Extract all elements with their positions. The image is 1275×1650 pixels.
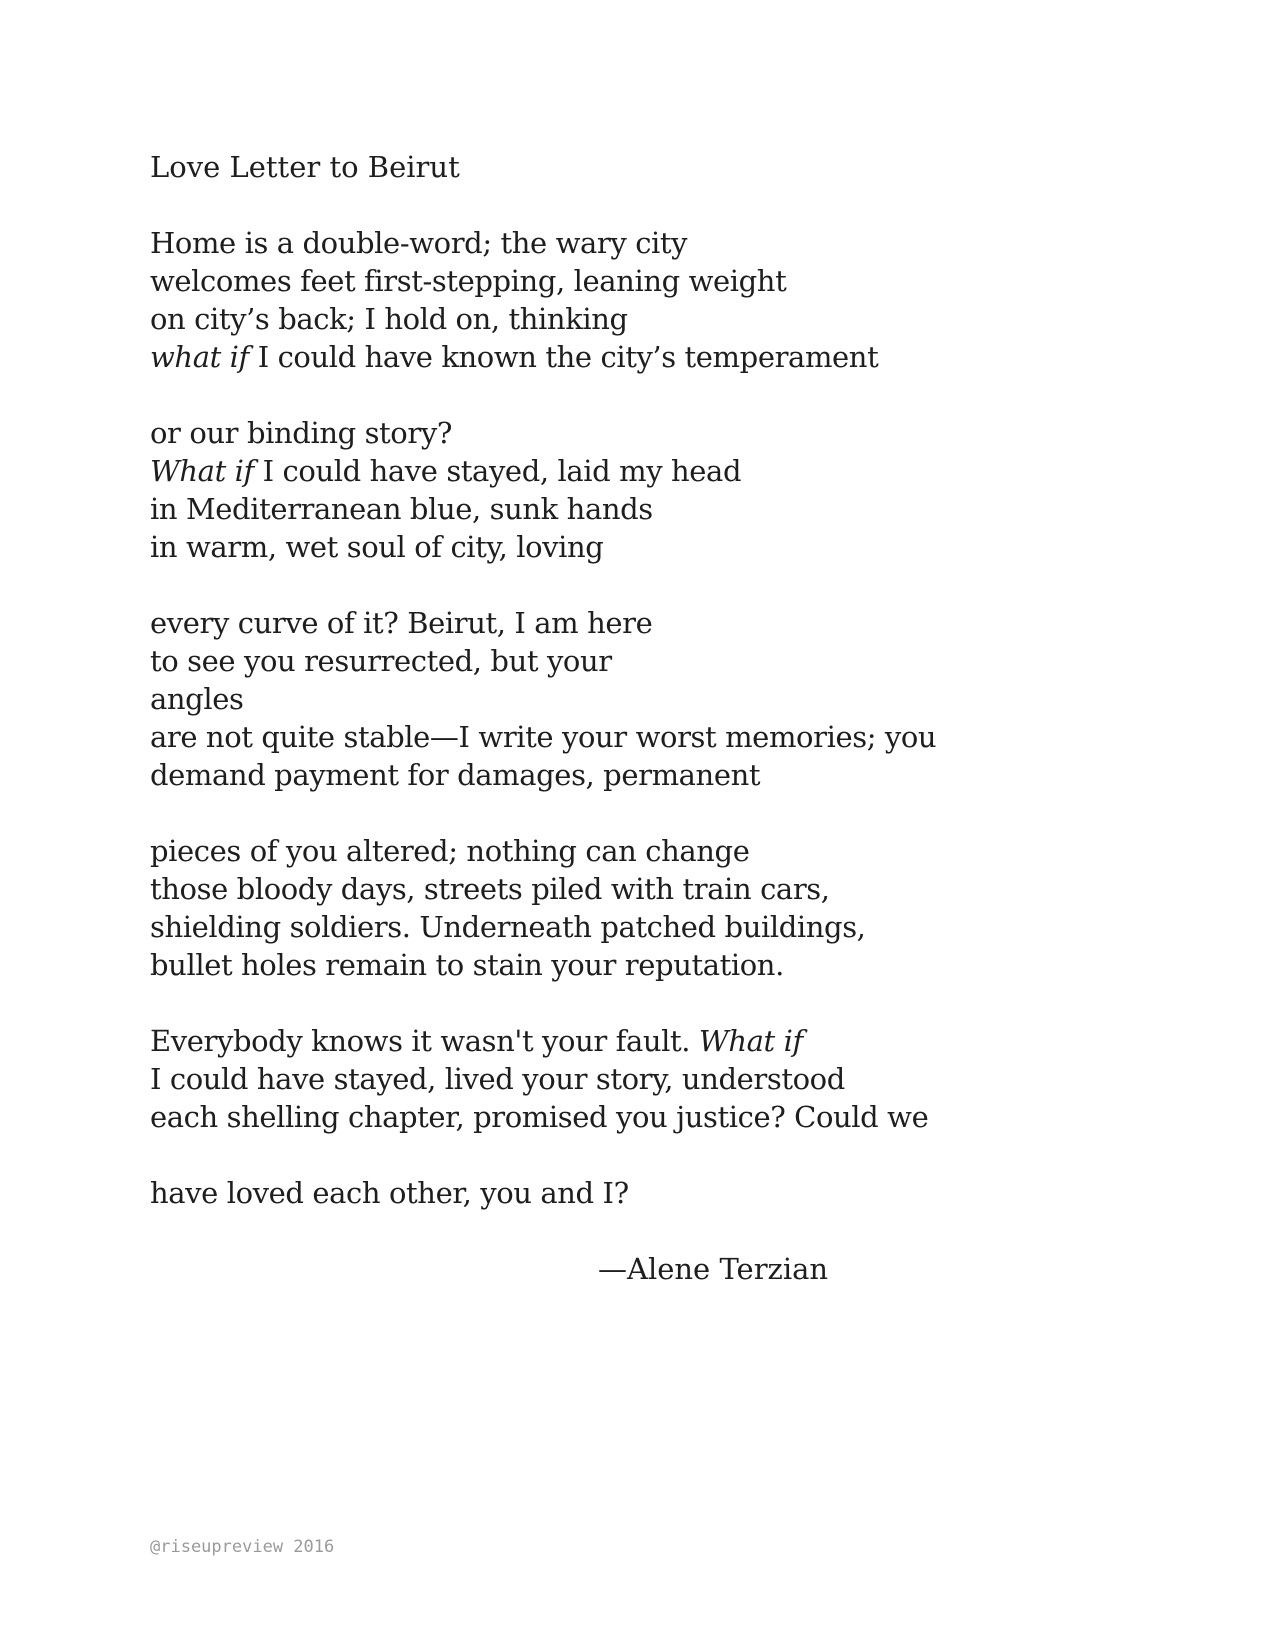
poem-line: every curve of it? Beirut, I am here [150,606,653,640]
poem-line: pieces of you altered; nothing can change [150,834,750,868]
stanza-2 [150,414,741,566]
poem-line: bullet holes remain to stain your reputation. [150,948,784,982]
stanza-4 [150,832,866,984]
poem-line: in warm, wet soul of city, loving [150,530,604,564]
poem-line: demand payment for damages, permanent [150,758,761,792]
stanza-5 [150,1022,928,1136]
line-text: I could have stayed, laid my head [253,454,742,488]
poem-line [150,1022,928,1060]
poem-line [150,338,878,376]
italic-phrase: what if [150,340,249,374]
poem-line [150,452,741,490]
line-text: I could have known the city’s temperament [248,340,879,374]
poem-line: angles [150,682,244,716]
poem-line: are not quite stable—I write your worst memories; you [150,720,937,754]
poem-line: Home is a double-word; the wary city [150,226,688,260]
poem-line: on city’s back; I hold on, thinking [150,302,628,336]
line-text: Everybody knows it wasn't your fault. [150,1024,699,1058]
poem-title: Love Letter to Beirut [150,150,460,184]
poem-line: in Mediterranean blue, sunk hands [150,492,653,526]
poem-line: shielding soldiers. Underneath patched buildings, [150,910,866,944]
copyright-footer: @riseupreview 2016 [150,1537,335,1557]
poem-line: I could have stayed, lived your story, understood [150,1062,845,1096]
stanza-6 [150,1174,629,1212]
italic-phrase: What if [698,1024,803,1058]
poem-line: those bloody days, streets piled with train cars, [150,872,830,906]
poem-line: have loved each other, you and I? [150,1176,629,1210]
italic-phrase: What if [150,454,254,488]
poem-line: welcomes feet first-stepping, leaning weight [150,264,787,298]
author-attribution: —Alene Terzian [598,1252,829,1286]
poem-line: to see you resurrected, but your [150,644,612,678]
stanza-1 [150,224,878,376]
stanza-3 [150,604,936,794]
poem-line: or our binding story? [150,416,452,450]
poem-line: each shelling chapter, promised you justice? Could we [150,1100,929,1134]
